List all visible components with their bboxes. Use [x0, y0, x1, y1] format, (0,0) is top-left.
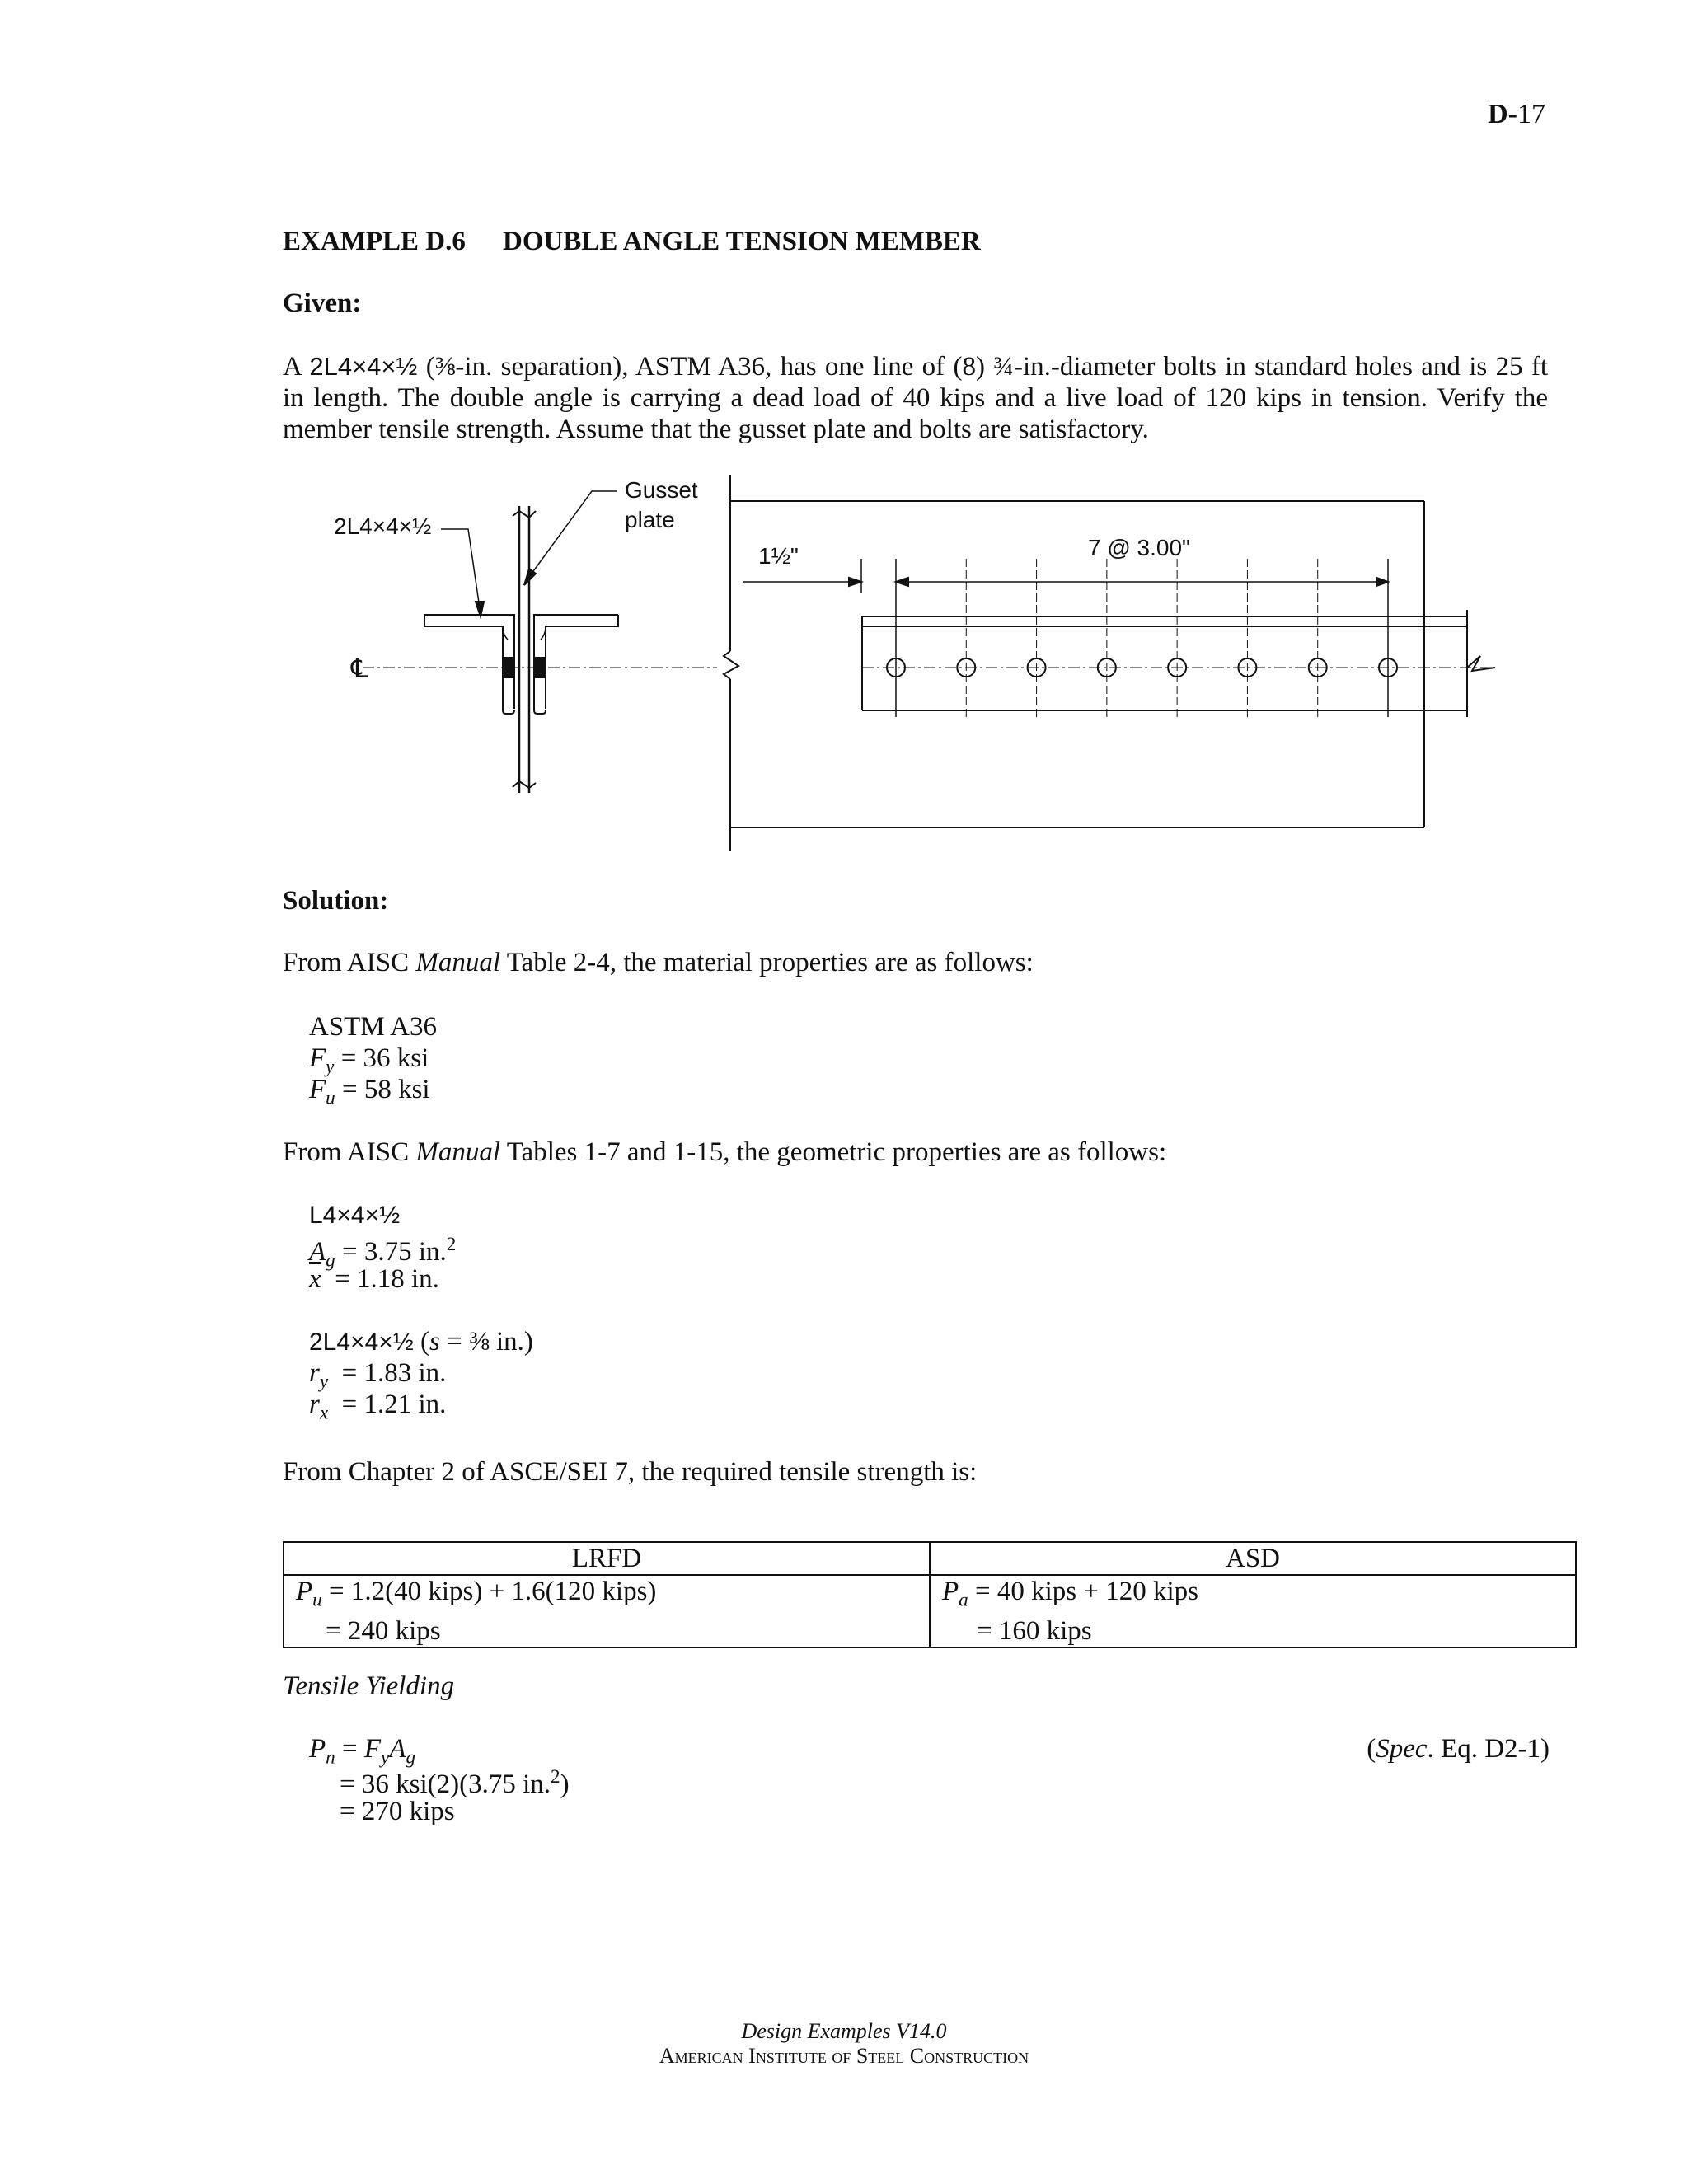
ag-sub: g — [326, 1249, 335, 1271]
fy-val: = 36 ksi — [334, 1043, 429, 1073]
given-paragraph — [283, 351, 1548, 445]
fy-value — [309, 1043, 429, 1078]
material-intro-b: Table 2-4, the material properties are as follows: — [500, 948, 1034, 977]
bolt-hole — [1028, 559, 1046, 717]
table-header-row — [284, 1542, 1576, 1575]
yield-eq-line-1 — [309, 1734, 415, 1769]
required-strength-table — [283, 1541, 1577, 1648]
lrfd-line-1 — [296, 1576, 917, 1615]
ag-sup: 2 — [446, 1233, 457, 1254]
geom-intro-b: Tables 1-7 and 1-15, the geometric properties are as follows: — [500, 1137, 1167, 1167]
given-heading: Given: — [283, 288, 362, 318]
material-intro-manual: Manual — [415, 948, 501, 977]
given-line-1 — [283, 351, 1548, 382]
ry-val: = 1.83 in. — [328, 1358, 447, 1388]
gusset-plate-section — [513, 506, 536, 793]
tensile-yielding-heading: Tensile Yielding — [283, 1671, 455, 1701]
dimension-lines — [743, 559, 1388, 717]
gusset-plate-elevation — [724, 475, 1424, 851]
page-digits: -17 — [1507, 99, 1545, 129]
fu-val: = 58 ksi — [335, 1075, 430, 1104]
example-label: EXAMPLE D.6 — [283, 227, 466, 256]
xbar-symbol: $\overline{x}$ — [309, 1264, 321, 1294]
footer-publisher — [0, 2044, 1688, 2069]
yield-eq-a-sub: g — [406, 1746, 415, 1768]
yield-line2-b: ) — [560, 1769, 570, 1799]
geometric-intro — [283, 1137, 1166, 1168]
double-sep-b: = ⅜ in.) — [439, 1327, 533, 1357]
gusset-label-line2: plate — [625, 507, 675, 532]
asd-symbol: P — [942, 1577, 959, 1606]
xbar-val: = 1.18 in. — [321, 1264, 439, 1294]
yield-eq-f-sub: y — [381, 1746, 390, 1768]
asd-header: ASD — [930, 1542, 1576, 1575]
ry-symbol: r — [309, 1358, 320, 1388]
material-grade: ASTM A36 — [309, 1012, 437, 1042]
lrfd-cell — [284, 1575, 930, 1647]
solution-heading: Solution: — [283, 886, 389, 916]
footer-title: Design Examples V14.0 — [741, 2019, 947, 2043]
bolt-hole — [957, 559, 975, 717]
ry-value — [309, 1358, 446, 1393]
given-line-1-a: A — [283, 352, 310, 382]
xbar-value — [309, 1264, 439, 1295]
bolt-hole — [1238, 559, 1256, 717]
bolt-hole — [1309, 559, 1327, 717]
single-angle-shape: L4×4×½ — [309, 1202, 401, 1229]
shape-leader — [441, 529, 480, 608]
material-intro — [283, 948, 1034, 978]
fu-value — [309, 1075, 430, 1109]
page-number — [1451, 99, 1545, 130]
bolt-hole — [1098, 559, 1116, 717]
yield-eq-line-3: = 270 kips — [340, 1797, 455, 1826]
yield-eq-equals: = — [335, 1734, 364, 1764]
asd-line-2: = 160 kips — [977, 1615, 1092, 1646]
asd-sub: a — [959, 1588, 968, 1610]
geom-intro-a: From AISC — [283, 1137, 416, 1167]
rx-symbol: r — [309, 1390, 320, 1419]
page-prefix: D — [1488, 99, 1508, 129]
bolt-hole — [1168, 559, 1186, 717]
rx-value — [309, 1390, 446, 1424]
double-angle-section — [424, 615, 618, 714]
yield-eq-a: A — [389, 1734, 406, 1764]
connection-figure — [272, 470, 1525, 865]
table-row — [284, 1575, 1576, 1647]
rx-val: = 1.21 in. — [328, 1390, 447, 1419]
angle-elevation — [862, 610, 1495, 717]
ref-rest: . Eq. D2-1) — [1427, 1734, 1550, 1764]
yield-eq-line-2 — [340, 1765, 570, 1800]
ref-open: ( — [1367, 1734, 1376, 1764]
lrfd-line1-text: = 1.2(40 kips) + 1.6(120 kips) — [321, 1577, 657, 1606]
ref-spec: Spec — [1376, 1734, 1428, 1764]
lrfd-header: LRFD — [284, 1542, 930, 1575]
double-angle-shape — [309, 1327, 533, 1357]
bolt-spacing-label: 7 @ 3.00" — [1088, 535, 1190, 560]
ag-val: = 3.75 in. — [335, 1237, 447, 1267]
yield-line2-a: = 36 ksi(2)(3.75 in. — [340, 1769, 551, 1799]
lrfd-sub: u — [312, 1588, 322, 1610]
asd-line1-text: = 40 kips + 120 kips — [968, 1577, 1198, 1606]
bolt-holes — [887, 559, 1397, 717]
yield-eq-p-sub: n — [326, 1746, 335, 1768]
ry-sub: y — [319, 1370, 329, 1392]
yield-eq-p: P — [309, 1734, 326, 1764]
yield-eq-f: F — [363, 1734, 382, 1764]
gusset-label-line1: Gusset — [625, 477, 698, 503]
lrfd-symbol: P — [296, 1577, 313, 1606]
gusset-leader — [529, 491, 617, 577]
given-line-2: in length. The double angle is carrying a dead load of 40 kips and a live load of 120 kips in tension. Verify the — [283, 383, 1548, 413]
double-sep-a: ( — [413, 1327, 430, 1357]
asd-cell — [930, 1575, 1576, 1647]
given-shape: 2L4×4×½ — [309, 352, 418, 381]
example-heading — [283, 227, 981, 257]
fy-sub: y — [326, 1055, 335, 1077]
example-title: DOUBLE ANGLE TENSION MEMBER — [503, 227, 981, 256]
required-strength-intro: From Chapter 2 of ASCE/SEI 7, the required tensile strength is: — [283, 1457, 978, 1487]
ag-symbol: A — [309, 1237, 326, 1267]
asd-line-1 — [942, 1576, 1564, 1615]
rx-sub: x — [319, 1401, 329, 1423]
centerline-symbol: ℄ — [351, 654, 368, 683]
double-shape: 2L4×4×½ — [309, 1329, 414, 1356]
material-intro-a: From AISC — [283, 948, 416, 977]
double-sep-s: s — [429, 1327, 440, 1357]
yield-line2-sup: 2 — [551, 1765, 560, 1787]
fu-symbol: F — [309, 1075, 326, 1104]
footer-publisher-text: American Institute of Steel Construction — [659, 2044, 1029, 2068]
lrfd-line-2: = 240 kips — [326, 1615, 441, 1646]
geom-intro-manual: Manual — [415, 1137, 501, 1167]
given-line-1-b: (⅜-in. separation), ASTM A36, has one line of (8) ¾-in.-diameter bolts in standard holes and is 25 ft — [417, 352, 1549, 382]
fy-symbol: F — [309, 1043, 326, 1073]
shape-label: 2L4×4×½ — [334, 513, 432, 539]
fu-sub: u — [326, 1086, 335, 1108]
edge-distance-label: 1½" — [758, 543, 799, 569]
spec-equation-reference — [1352, 1734, 1550, 1765]
given-line-3: member tensile strength. Assume that the gusset plate and bolts are satisfactory. — [283, 415, 1149, 444]
